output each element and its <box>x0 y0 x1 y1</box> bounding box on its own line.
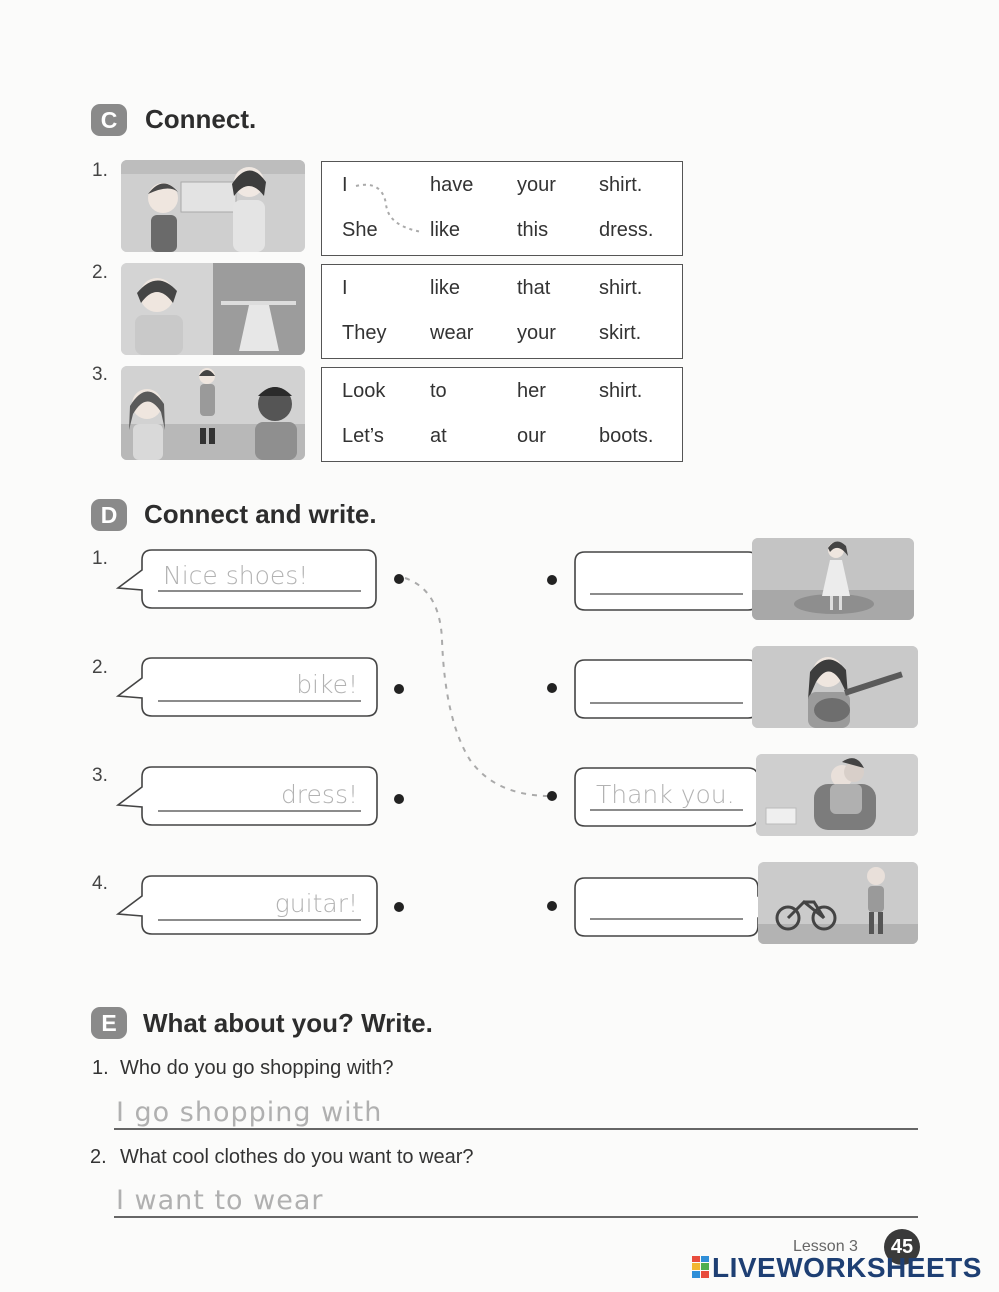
e-answer-line <box>114 1216 918 1218</box>
right-connect-dot[interactable] <box>547 901 557 911</box>
c2-word[interactable]: wear <box>430 322 474 344</box>
c1-word[interactable]: shirt. <box>599 174 643 196</box>
c-item-number: 3. <box>92 364 108 385</box>
c1-word[interactable]: like <box>430 219 461 241</box>
lesson-label: Lesson 3 <box>793 1238 858 1255</box>
section-d-title: Connect and write. <box>144 499 377 529</box>
e-question-number: 1. <box>92 1057 109 1079</box>
c3-word[interactable]: Let’s <box>342 425 384 447</box>
c2-word[interactable]: skirt. <box>599 322 642 344</box>
c2-word[interactable]: your <box>517 322 556 344</box>
e-answer-input[interactable]: I go shopping with <box>116 1097 383 1128</box>
c1-word[interactable]: have <box>430 174 474 196</box>
c-item-number: 1. <box>92 160 108 181</box>
c3-word[interactable]: shirt. <box>599 380 643 402</box>
left-bubble-text[interactable]: bike! <box>296 670 358 699</box>
right-connect-dot[interactable] <box>547 575 557 585</box>
e-answer-line <box>114 1128 918 1130</box>
e-question-text: What cool clothes do you want to wear? <box>120 1146 474 1168</box>
section-e-badge: E <box>91 1007 127 1039</box>
d-item-number: 3. <box>92 765 108 786</box>
left-bubble-text[interactable]: dress! <box>280 780 358 809</box>
e-question-text: Who do you go shopping with? <box>120 1057 394 1079</box>
c3-word[interactable]: at <box>430 425 447 447</box>
e-answer-input[interactable]: I want to wear <box>116 1185 324 1216</box>
left-connect-dot[interactable] <box>394 684 404 694</box>
c1-word[interactable]: this <box>517 219 549 241</box>
section-d-badge: D <box>91 499 127 531</box>
c1-word[interactable]: I <box>342 174 348 196</box>
c2-word[interactable]: shirt. <box>599 277 643 299</box>
d-item-number: 1. <box>92 548 108 569</box>
right-connect-dot[interactable] <box>547 683 557 693</box>
c3-word[interactable]: her <box>517 380 546 402</box>
page-number-badge: 45 <box>884 1229 920 1265</box>
c3-word[interactable]: to <box>430 380 447 402</box>
c3-word[interactable]: boots. <box>599 425 654 447</box>
d-picture-girl-guitar <box>752 646 918 728</box>
section-c-title: Connect. <box>145 104 257 134</box>
right-bubble-text[interactable]: Thank you. <box>596 780 735 809</box>
d-item-number: 4. <box>92 873 108 894</box>
c1-word[interactable]: your <box>517 174 556 196</box>
d-item-number: 2. <box>92 657 108 678</box>
c3-word[interactable]: our <box>517 425 546 447</box>
d-picture-girl-dress <box>752 538 914 620</box>
liveworksheets-logo-icon <box>692 1256 710 1278</box>
left-bubble-text[interactable]: Nice shoes! <box>163 561 309 590</box>
c1-word[interactable]: She <box>342 219 378 241</box>
c1-word[interactable]: dress. <box>599 219 654 241</box>
c-item-number: 2. <box>92 262 108 283</box>
section-e-title: What about you? Write. <box>143 1008 433 1038</box>
left-connect-dot[interactable] <box>394 574 404 584</box>
e-question-number: 2. <box>90 1146 107 1168</box>
d-picture-boy-bike <box>758 862 918 944</box>
left-connect-dot[interactable] <box>394 902 404 912</box>
c3-word[interactable]: Look <box>342 380 386 402</box>
c2-word[interactable]: that <box>517 277 551 299</box>
section-c-badge: C <box>91 104 127 136</box>
c2-word[interactable]: They <box>342 322 387 344</box>
left-connect-dot[interactable] <box>394 794 404 804</box>
left-bubble-text[interactable]: guitar! <box>274 889 358 918</box>
d-picture-boy-hug <box>756 754 918 836</box>
c2-word[interactable]: I <box>342 277 348 299</box>
right-connect-dot[interactable] <box>547 791 557 801</box>
liveworksheets-brand[interactable]: LIVEWORKSHEETS <box>712 1252 982 1283</box>
c2-word[interactable]: like <box>430 277 461 299</box>
